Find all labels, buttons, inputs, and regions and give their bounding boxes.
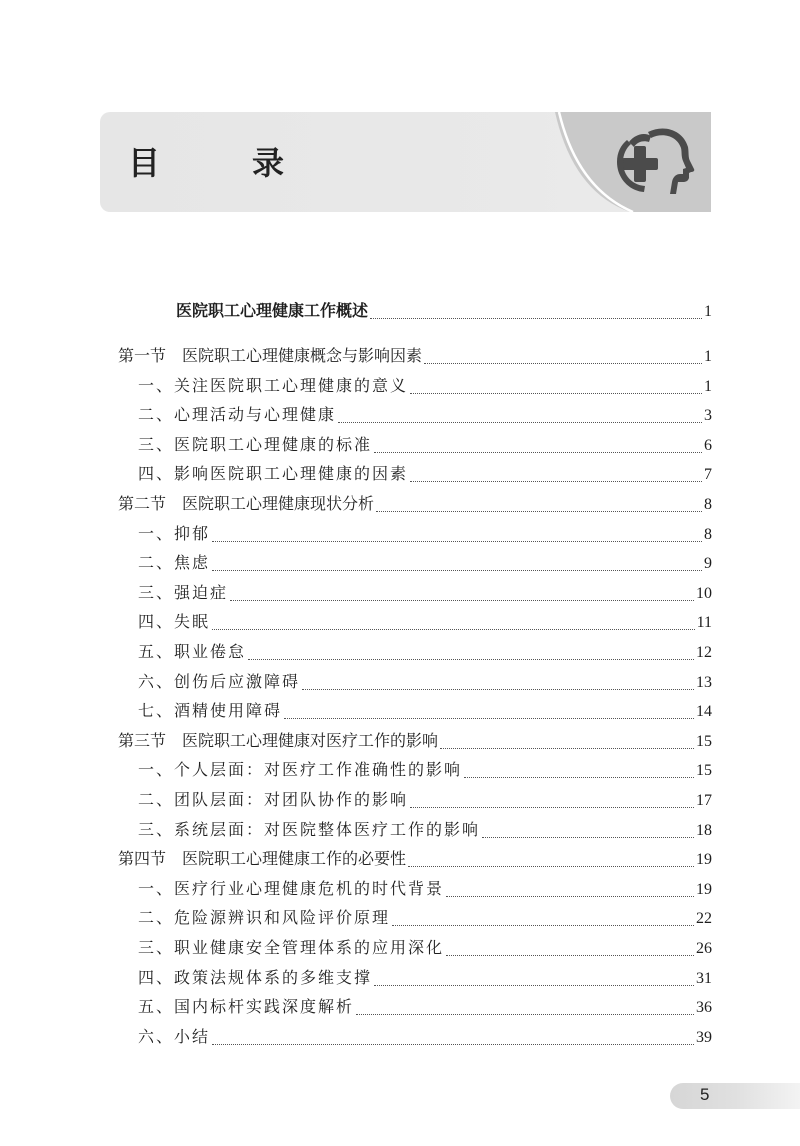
toc-item-entry-page-number: 11 [696, 614, 712, 632]
dot-leader [302, 689, 694, 690]
toc-item-entry-label: 四、影响医院职工心理健康的因素 [138, 464, 409, 484]
toc-item-entry-page-number: 36 [696, 999, 712, 1017]
toc-item-entry-label: 二、危险源辨识和风险评价原理 [138, 908, 391, 928]
toc-item-entry-label: 五、国内标杆实践深度解析 [138, 997, 355, 1017]
toc-item-entry[interactable] [138, 611, 712, 634]
toc-item-entry[interactable] [138, 1026, 712, 1049]
dot-leader [408, 866, 694, 867]
toc-item-entry-label: 一、关注医院职工心理健康的意义 [138, 375, 409, 395]
toc-item-entry[interactable] [138, 641, 712, 664]
toc-section-entry[interactable] [118, 493, 712, 516]
toc-item-entry-label: 四、失眠 [138, 612, 211, 632]
dot-leader [376, 511, 702, 512]
toc-section-entry-page-number: 1 [704, 348, 712, 365]
toc-section-entry-page-number: 8 [704, 496, 712, 513]
toc-item-entry[interactable] [138, 907, 712, 930]
dot-leader [338, 422, 702, 423]
toc-section-entry-label: 第一节 医院职工心理健康概念与影响因素 [118, 346, 423, 365]
toc-item-entry-page-number: 1 [704, 377, 712, 395]
dot-leader [374, 452, 702, 453]
toc-item-entry[interactable] [138, 404, 712, 427]
toc-item-entry-label: 一、个人层面：对医疗工作准确性的影响 [138, 760, 463, 780]
toc-item-entry[interactable] [138, 937, 712, 960]
toc-item-entry-label: 三、强迫症 [138, 582, 229, 602]
dot-leader [482, 837, 694, 838]
toc-item-entry-page-number: 9 [704, 555, 712, 573]
toc-item-entry[interactable] [138, 434, 712, 457]
toc-item-entry[interactable] [138, 582, 712, 605]
dot-leader [410, 481, 702, 482]
toc-section-entry-page-number: 15 [696, 732, 712, 750]
toc-section-entry-page-number: 19 [696, 851, 712, 869]
toc-item-entry-page-number: 39 [696, 1028, 712, 1046]
dot-leader [410, 807, 694, 808]
toc-item-entry-label: 五、职业倦怠 [138, 642, 247, 661]
toc-item-entry-page-number: 15 [696, 762, 712, 780]
toc-item-entry[interactable] [138, 552, 712, 575]
toc-item-entry-label: 三、医院职工心理健康的标准 [138, 434, 373, 454]
toc-part-entry-page-number: 1 [704, 303, 712, 320]
toc-item-entry-page-number: 26 [696, 940, 712, 957]
toc-item-entry-page-number: 22 [696, 910, 712, 928]
toc-item-entry-label: 二、团队层面：对团队协作的影响 [138, 790, 409, 809]
toc-item-entry[interactable] [138, 523, 712, 546]
dot-leader [440, 748, 694, 749]
toc-item-entry-label: 四、政策法规体系的多维支撑 [138, 967, 373, 987]
page-number-tab [670, 1083, 800, 1109]
dot-leader [248, 659, 694, 660]
toc-item-entry[interactable] [138, 463, 712, 486]
toc-item-entry-page-number: 3 [704, 407, 712, 425]
toc-item-entry-page-number: 17 [696, 792, 712, 809]
dot-leader [392, 925, 694, 926]
toc-item-entry-label: 三、职业健康安全管理体系的应用深化 [138, 938, 445, 957]
dot-leader [212, 629, 695, 630]
page-title: 目 录 [128, 144, 315, 182]
toc-item-entry-page-number: 31 [696, 969, 712, 987]
toc-item-entry-label: 一、医疗行业心理健康危机的时代背景 [138, 878, 445, 898]
toc-item-entry-label: 二、心理活动与心理健康 [138, 405, 337, 425]
dot-leader [464, 777, 694, 778]
page-number: 5 [700, 1085, 710, 1104]
toc-item-entry-page-number: 6 [704, 436, 712, 454]
dot-leader [212, 570, 702, 571]
toc-item-entry-page-number: 19 [696, 880, 712, 898]
toc-item-entry[interactable] [138, 819, 712, 842]
toc-section-entry-label: 第二节 医院职工心理健康现状分析 [118, 494, 375, 513]
dot-leader [230, 600, 694, 601]
dot-leader [446, 955, 694, 956]
toc-item-entry-page-number: 18 [696, 821, 712, 839]
toc-item-entry-label: 一、抑郁 [138, 523, 211, 543]
toc-item-entry-label: 三、系统层面：对医院整体医疗工作的影响 [138, 819, 481, 839]
toc-item-entry[interactable] [138, 967, 712, 990]
toc-section-entry-label: 第三节 医院职工心理健康对医疗工作的影响 [118, 730, 439, 750]
toc-item-entry-page-number: 14 [696, 703, 712, 721]
toc-item-entry[interactable] [138, 375, 712, 398]
dot-leader [284, 718, 694, 719]
toc-item-entry-label: 七、酒精使用障碍 [138, 701, 283, 721]
toc-part-entry[interactable] [176, 300, 712, 323]
toc-item-entry-page-number: 10 [696, 584, 712, 602]
dot-leader [410, 393, 702, 394]
toc-item-entry-page-number: 12 [696, 644, 712, 661]
toc-item-entry[interactable] [138, 759, 712, 782]
toc-item-entry[interactable] [138, 996, 712, 1019]
toc-item-entry[interactable] [138, 671, 712, 694]
dot-leader [424, 363, 702, 364]
dot-leader [212, 1044, 694, 1045]
toc-item-entry-label: 六、创伤后应激障碍 [138, 671, 301, 691]
dot-leader [446, 896, 694, 897]
dot-leader [356, 1014, 694, 1015]
dot-leader [374, 985, 694, 986]
toc-item-entry-page-number: 7 [704, 466, 712, 484]
toc-item-entry[interactable] [138, 789, 712, 812]
toc-item-entry[interactable] [138, 700, 712, 723]
toc-item-entry-label: 二、焦虑 [138, 553, 211, 573]
dot-leader [212, 541, 702, 542]
dot-leader [370, 318, 702, 319]
toc-section-entry[interactable] [118, 345, 712, 368]
toc-item-entry-page-number: 13 [696, 673, 712, 691]
toc-section-entry[interactable] [118, 730, 712, 753]
toc-part-entry-label: 医院职工心理健康工作概述 [176, 301, 369, 320]
toc-item-entry[interactable] [138, 878, 712, 901]
toc-item-entry-page-number: 8 [704, 525, 712, 543]
toc-item-entry-label: 六、小结 [138, 1026, 211, 1046]
toc-section-entry-label: 第四节 医院职工心理健康工作的必要性 [118, 849, 407, 869]
toc-section-entry[interactable] [118, 848, 712, 871]
